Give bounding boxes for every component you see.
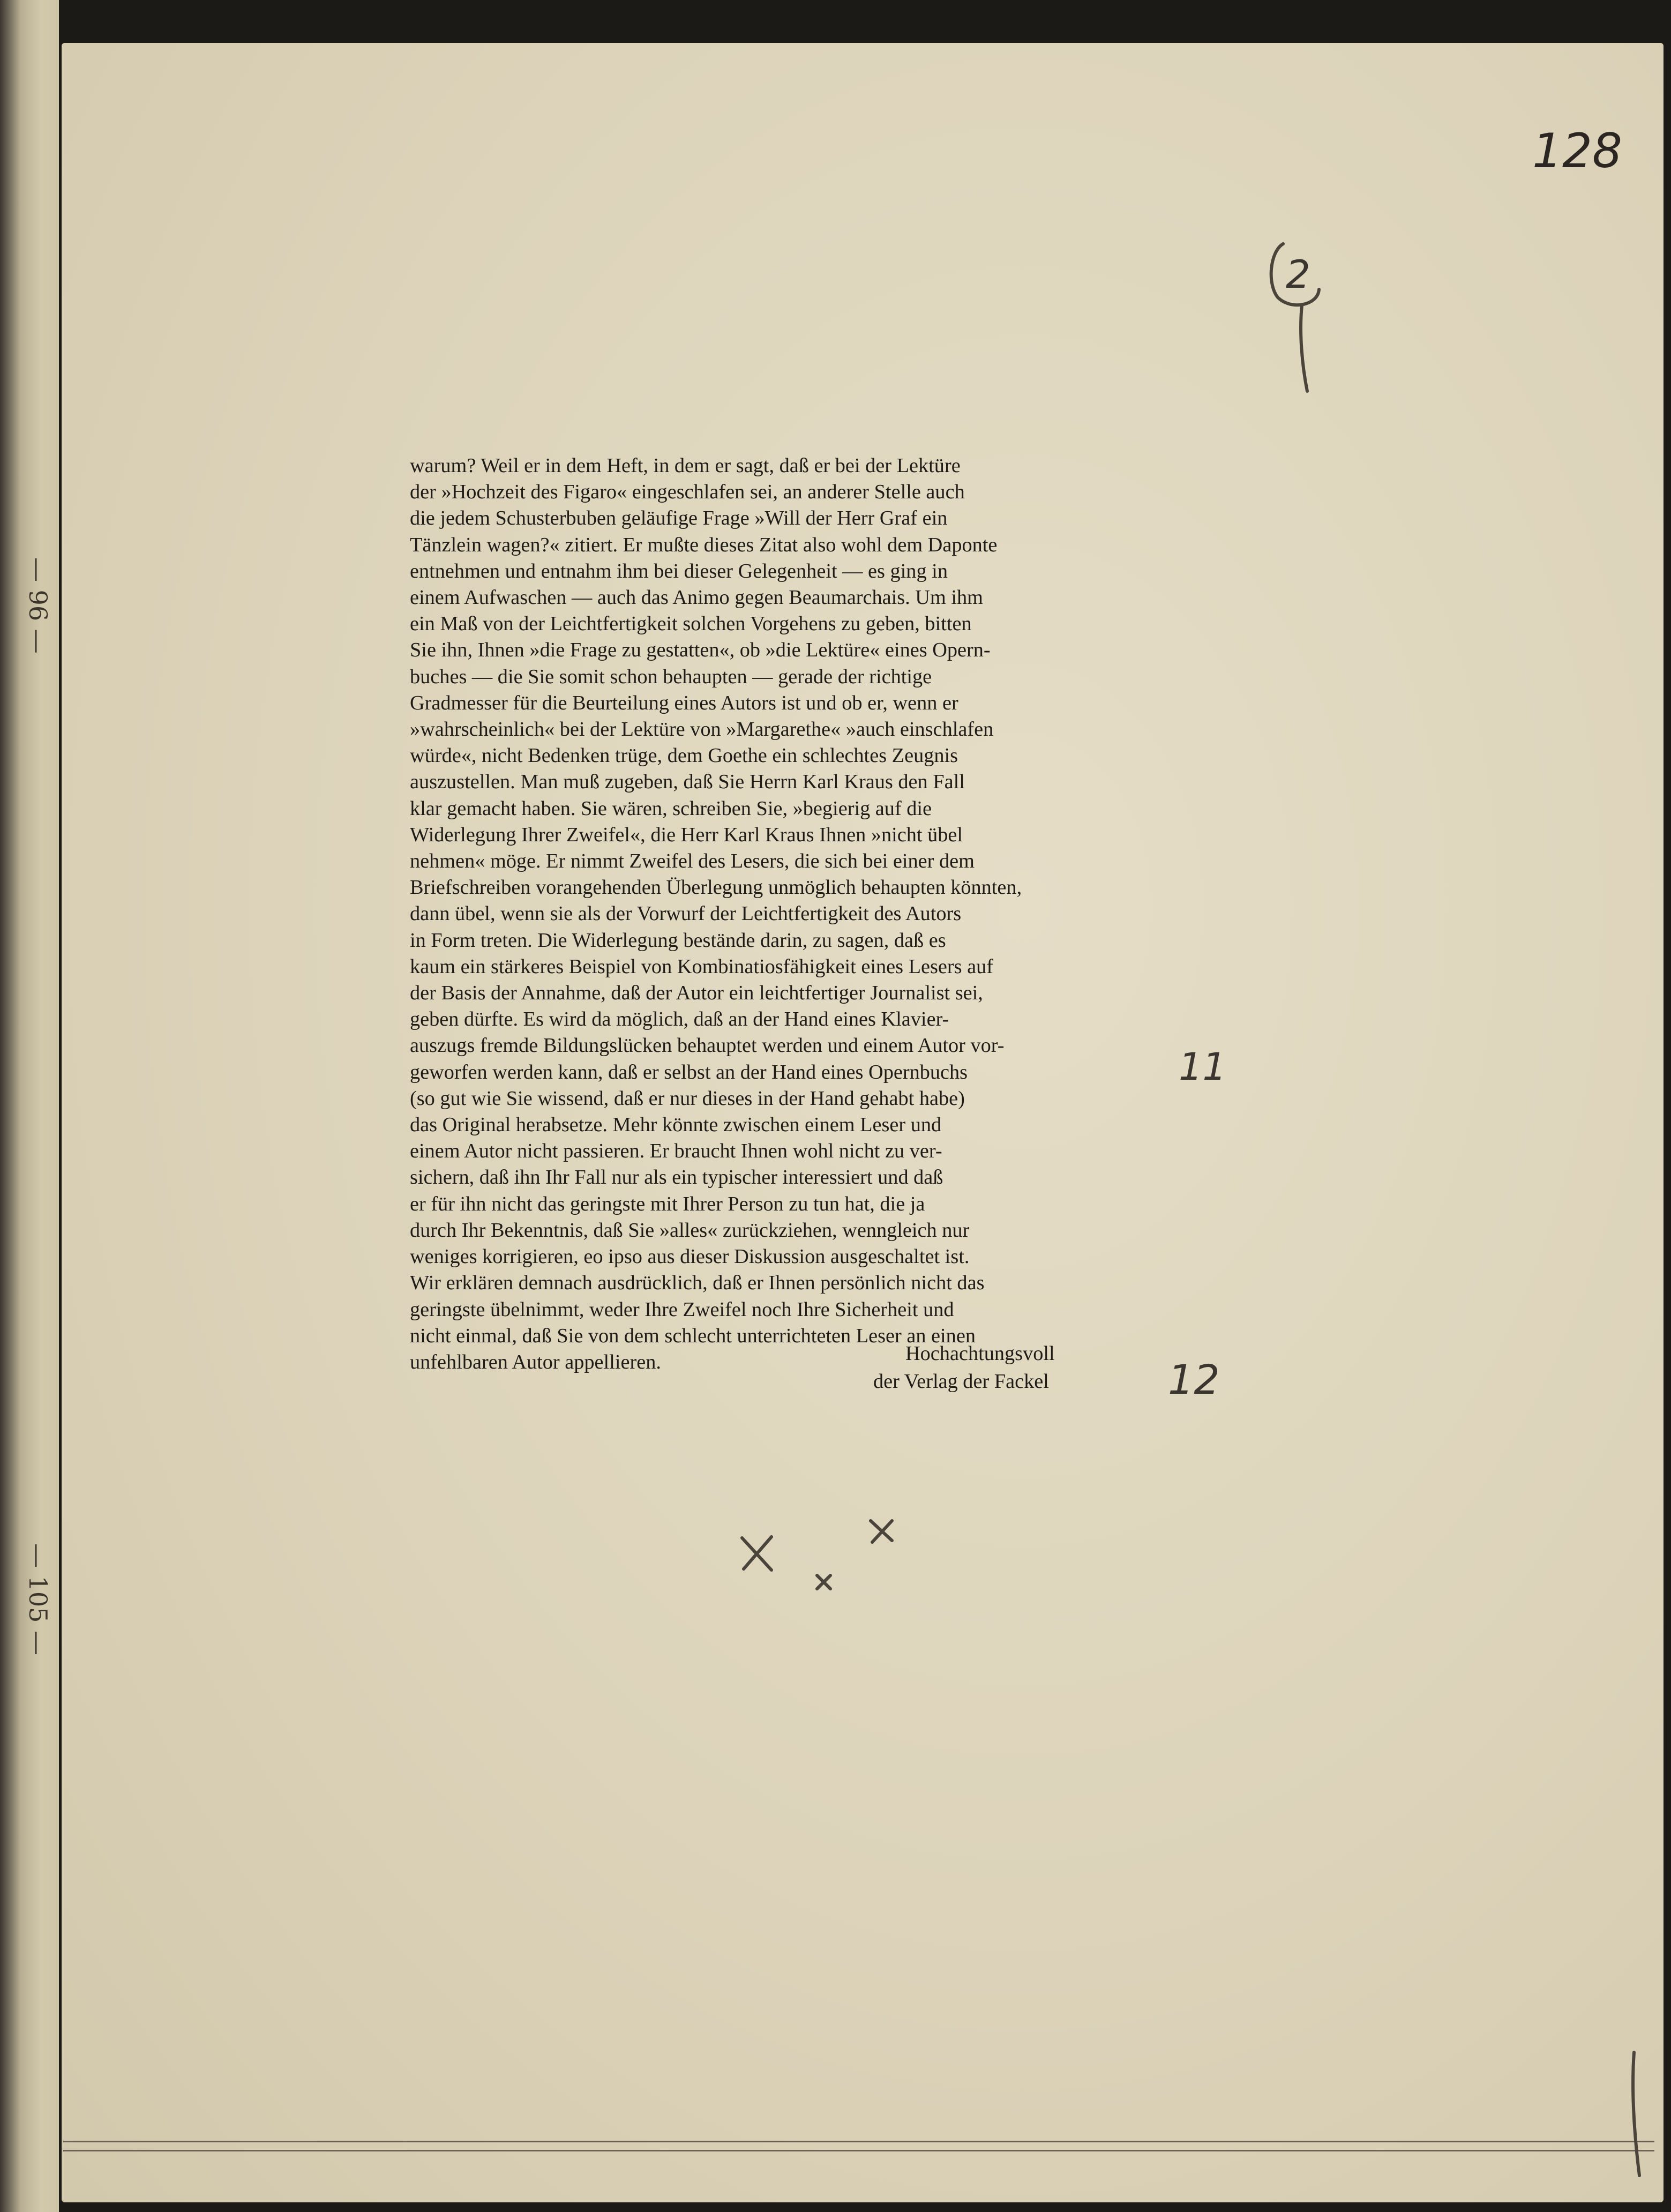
text-line: auszugs fremde Bildungslücken behauptet werden und einem Autor vor- — [410, 1034, 1005, 1057]
x-mark-3 — [871, 1521, 892, 1542]
text-line: das Original herabsetze. Mehr könnte zwischen einem Leser und — [410, 1114, 942, 1137]
text-line: ein Maß von der Leichtfertigkeit solchen Vorgehens zu geben, bitten — [410, 612, 972, 636]
text-line: geringste übelnimmt, weder Ihre Zweifel noch Ihre Sicherheit und — [410, 1298, 954, 1321]
text-line: »wahrscheinlich« bei der Lektüre von »Margarethe« »auch einschlafen — [410, 718, 994, 741]
text-line: würde«, nicht Bedenken trüge, dem Goethe ein schlechtes Zeugnis — [410, 744, 958, 767]
edge-stroke — [1633, 2052, 1639, 2176]
text-line: auszustellen. Man muß zugeben, daß Sie Herrn Karl Kraus den Fall — [410, 771, 965, 794]
circled-annotation-text: 2 — [1286, 252, 1310, 297]
text-line: der Basis der Annahme, daß der Autor ein leichtfertiger Journalist sei, — [410, 982, 983, 1005]
text-line: einem Aufwaschen — auch das Animo gegen Beaumarchais. Um ihm — [410, 586, 983, 609]
text-line: Widerlegung Ihrer Zweifel«, die Herr Karl Kraus Ihnen »nicht übel — [410, 823, 963, 846]
text-line: er für ihn nicht das geringste mit Ihrer Person zu tun hat, die ja — [410, 1192, 925, 1215]
text-line: entnehmen und entnahm ihm bei dieser Gelegenheit — es ging in — [410, 559, 948, 582]
signature: der Verlag der Fackel — [873, 1370, 1049, 1393]
letter-body — [410, 453, 1160, 1376]
text-line: Sie ihn, Ihnen »die Frage zu gestatten«, ob »die Lektüre« eines Opern- — [410, 639, 991, 662]
text-line: weniges korrigieren, eo ipso aus dieser Diskussion ausgeschaltet ist. — [410, 1245, 970, 1268]
text-line: nehmen« möge. Er nimmt Zweifel des Lesers, die sich bei einer dem — [410, 850, 975, 873]
text-line: dann übel, wenn sie als der Vorwurf der Leichtfertigkeit des Autors — [410, 902, 962, 925]
text-line: einem Autor nicht passieren. Er braucht Ihnen wohl nicht zu ver- — [410, 1140, 942, 1163]
x-mark-1 — [742, 1537, 771, 1570]
text-line: Wir erklären demnach ausdrücklich, daß er Ihnen persönlich nicht das — [410, 1272, 985, 1295]
text-line: der »Hochzeit des Figaro« eingeschlafen sei, an anderer Stelle auch — [410, 481, 965, 504]
text-line: durch Ihr Bekenntnis, daß Sie »alles« zurückziehen, wenngleich nur — [410, 1219, 970, 1242]
closing-salutation: Hochachtungsvoll — [905, 1342, 1055, 1365]
text-line: klar gemacht haben. Sie wären, schreiben Sie, »begierig auf die — [410, 797, 932, 820]
text-line: Tänzlein wagen?« zitiert. Er mußte dieses Zitat also wohl dem Daponte — [410, 533, 998, 556]
text-line: die jedem Schusterbuben geläufige Frage »Will der Herr Graf ein — [410, 507, 948, 530]
margin-mark-12: 12 — [1168, 1356, 1220, 1403]
text-line: buches — die Sie somit schon behaupten — gerade der richtige — [410, 665, 932, 688]
text-line: Gradmesser für die Beurteilung eines Autors ist und ob er, wenn er — [410, 691, 958, 714]
text-line: geben dürfte. Es wird da möglich, daß an der Hand eines Klavier- — [410, 1008, 949, 1031]
text-line: geworfen werden kann, daß er selbst an der Hand eines Opernbuchs — [410, 1060, 968, 1083]
text-line: in Form treten. Die Widerlegung bestände darin, zu sagen, daß es — [410, 929, 946, 952]
text-line: warum? Weil er in dem Heft, in dem er sagt, daß er bei der Lektüre — [410, 454, 961, 477]
margin-mark-11: 11 — [1179, 1045, 1227, 1089]
text-line: unfehlbaren Autor appellieren. — [410, 1350, 661, 1373]
text-line: Briefschreiben vorangehenden Überlegung unmöglich behaupten könnten, — [410, 876, 1022, 899]
margin-page-number-105: — 105 — — [24, 1543, 53, 1656]
text-line: kaum ein stärkeres Beispiel von Kombinatiosfähigkeit eines Lesers auf — [410, 955, 994, 978]
margin-page-number-96: — 96 — — [24, 557, 53, 654]
handwritten-folio-number: 128 — [1532, 123, 1622, 178]
text-line: nicht einmal, daß Sie von dem schlecht unterrichteten Leser an einen — [410, 1324, 976, 1347]
x-mark-2 — [817, 1575, 830, 1589]
letter-signoff — [873, 1340, 1141, 1395]
text-line: (so gut wie Sie wissend, daß er nur dieses in der Hand gehabt habe) — [410, 1087, 965, 1110]
margin-stroke — [1301, 305, 1307, 391]
text-line: sichern, daß ihn Ihr Fall nur als ein typischer interessiert und daß — [410, 1166, 943, 1189]
